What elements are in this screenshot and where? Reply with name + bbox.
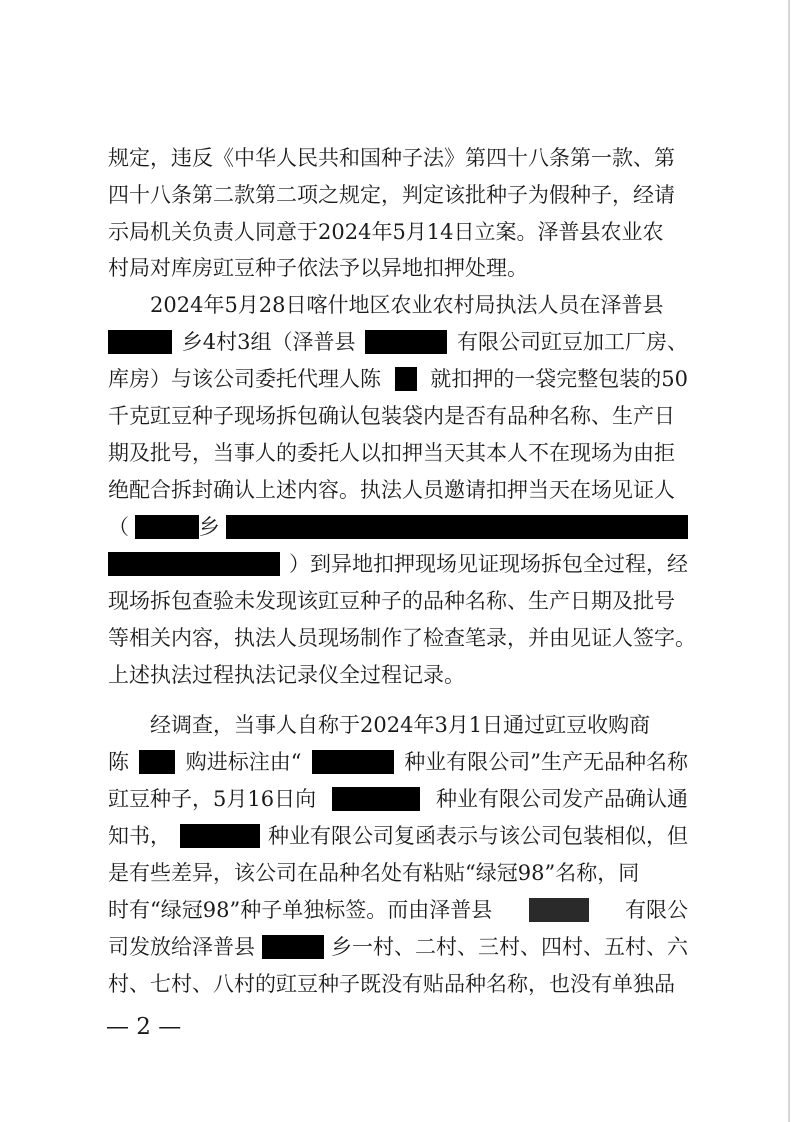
text: 期及批号，当事人的委托人以扣押当天其本人不在现场为由拒 <box>108 441 675 465</box>
text: 种业有限公司”生产无品种名称 <box>404 750 688 774</box>
redaction-block <box>332 787 420 811</box>
text-line <box>108 581 688 621</box>
text: 乡4村3组（泽普县 <box>181 330 356 354</box>
text: 库房）与该公司委托代理人陈 <box>108 367 381 391</box>
text: 有限公司豇豆加工厂房、 <box>456 330 688 354</box>
text: 村局对库房豇豆种子依法予以异地扣押处理。 <box>108 256 528 280</box>
text-line <box>108 816 688 856</box>
text-line <box>108 655 688 695</box>
text-line <box>150 285 688 325</box>
redaction-block <box>135 515 199 539</box>
redaction-block <box>312 750 394 774</box>
text-line <box>108 212 688 252</box>
text: 司发放给泽普县 <box>108 935 255 959</box>
redaction-block <box>226 515 688 539</box>
text-line <box>108 618 696 658</box>
redaction-block <box>108 552 280 576</box>
redaction-block <box>139 750 175 774</box>
text: 示局机关负责人同意于2024年5月14日立案。泽普县农业农 <box>108 220 664 244</box>
text-line <box>108 396 688 436</box>
redaction-block <box>395 367 417 391</box>
text-line <box>108 964 688 1004</box>
text: 现场拆包查验未发现该豇豆种子的品种名称、生产日期及批号 <box>108 589 675 613</box>
redaction-block <box>180 824 260 848</box>
text-line <box>108 433 688 473</box>
text: 绝配合拆封确认上述内容。执法人员邀请扣押当天在场见证人 <box>108 478 675 502</box>
redaction-block <box>365 330 447 354</box>
text: 2024年5月28日喀什地区农业农村局执法人员在泽普县 <box>150 293 664 317</box>
redaction-block <box>529 898 589 922</box>
text: 陈 <box>108 750 129 774</box>
text-line <box>108 779 688 819</box>
text: 购进标注由“ <box>185 750 302 774</box>
text: 村、七村、八村的豇豆种子既没有贴品种名称，也没有单独品 <box>108 972 675 996</box>
text: 种业有限公司发产品确认通 <box>436 787 688 811</box>
text: 就扣押的一袋完整包装的50 <box>430 367 688 391</box>
text: 千克豇豆种子现场拆包确认包装袋内是否有品种名称、生产日 <box>108 404 675 428</box>
text-line <box>108 138 688 178</box>
text: 乡 <box>198 515 220 539</box>
text-line <box>108 359 688 399</box>
text: 乡一村、二村、三村、四村、五村、六 <box>331 935 688 959</box>
text: 豇豆种子，5月16日向 <box>108 787 317 811</box>
redaction-block <box>262 935 324 959</box>
text-line <box>108 742 688 782</box>
redaction-block <box>108 330 172 354</box>
text: ）到异地扣押现场见证现场拆包全过程，经 <box>289 552 688 576</box>
page-number: — 2 — <box>106 1014 182 1040</box>
text-line <box>108 470 688 510</box>
text-line <box>108 175 688 215</box>
text-line <box>108 248 688 288</box>
text: 四十八条第二款第二项之规定，判定该批种子为假种子，经请 <box>108 183 675 207</box>
text: 上述执法过程执法记录仪全过程记录。 <box>108 663 465 687</box>
text: 有限公 <box>624 898 688 922</box>
text-line <box>108 853 688 893</box>
text-line <box>150 705 688 745</box>
text: 规定，违反《中华人民共和国种子法》第四十八条第一款、第 <box>108 146 675 170</box>
text: （ <box>108 515 129 539</box>
text-line <box>108 927 688 967</box>
text-line <box>108 544 688 584</box>
text: 种业有限公司复函表示与该公司包装相似，但 <box>268 824 688 848</box>
text: 等相关内容，执法人员现场制作了检查笔录，并由见证人签字。 <box>108 626 696 650</box>
text: 时有“绿冠98”种子单独标签。而由泽普县 <box>108 898 493 922</box>
text-line <box>108 322 688 362</box>
text: 经调查，当事人自称于2024年3月1日通过豇豆收购商 <box>150 713 651 737</box>
text: 知书， <box>108 824 171 848</box>
page-edge <box>788 0 790 1122</box>
text: 是有些差异，该公司在品种名处有粘贴“绿冠98”名称，同 <box>108 861 640 885</box>
text-line <box>108 890 688 930</box>
text-line <box>108 507 688 547</box>
